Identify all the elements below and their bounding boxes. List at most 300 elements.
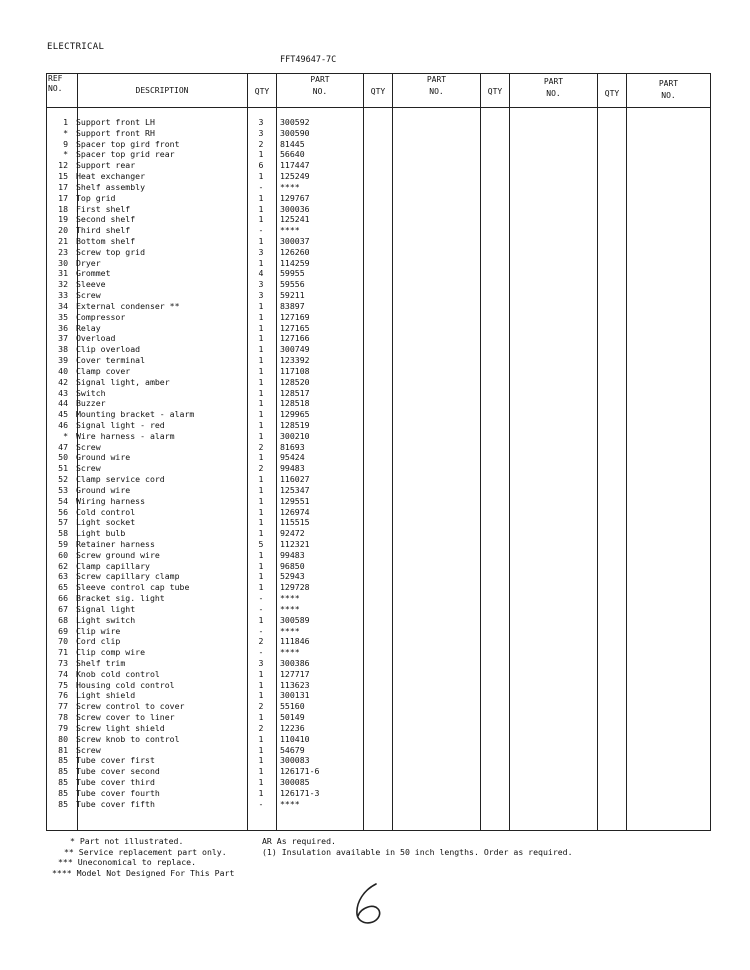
row-description: Buzzer <box>76 398 106 409</box>
row-part-number: 12236 <box>280 722 305 733</box>
table-row <box>46 312 336 323</box>
row-qty: 3 <box>258 246 264 257</box>
row-part-number: 128517 <box>280 387 310 398</box>
row-part-number: 125249 <box>280 171 310 182</box>
row-qty: 6 <box>258 160 264 171</box>
row-part-number: **** <box>280 593 300 604</box>
row-ref: 71 <box>58 647 68 658</box>
row-ref: 12 <box>58 160 68 171</box>
row-part-number: 56640 <box>280 149 305 160</box>
row-part-number: 300592 <box>280 117 310 127</box>
row-qty: 2 <box>258 463 264 474</box>
row-qty: 4 <box>258 268 264 279</box>
table-row <box>46 171 336 182</box>
row-description: Tube cover third <box>76 777 155 788</box>
row-ref: 80 <box>58 733 68 744</box>
row-description: Cord clip <box>76 636 121 647</box>
row-part-number: 54679 <box>280 744 305 755</box>
row-description: Ground wire <box>76 484 131 495</box>
table-row <box>46 550 336 561</box>
row-qty: - <box>258 625 264 636</box>
table-row <box>46 442 336 453</box>
section-title: ELECTRICAL <box>47 42 105 52</box>
row-ref: 40 <box>58 365 68 376</box>
row-qty: 1 <box>258 365 264 376</box>
row-part-number: 300131 <box>280 690 310 701</box>
row-qty: - <box>258 225 264 236</box>
row-description: Relay <box>76 322 101 333</box>
row-description: Shelf trim <box>76 658 126 668</box>
row-part-number: **** <box>280 181 300 192</box>
col-qty-header: QTY <box>487 87 503 96</box>
row-part-number: 50149 <box>280 712 305 723</box>
row-description: Light shield <box>76 690 136 701</box>
row-ref: 66 <box>58 593 68 604</box>
row-qty: 1 <box>258 733 264 744</box>
row-ref: 75 <box>58 679 68 690</box>
row-qty: 1 <box>258 787 264 798</box>
row-description: Cold control <box>76 506 136 517</box>
table-row <box>46 290 336 301</box>
row-qty: 1 <box>258 171 264 182</box>
row-qty: 2 <box>258 701 264 712</box>
row-qty: 1 <box>258 149 264 160</box>
header-rule <box>46 107 711 108</box>
row-part-number: 128520 <box>280 376 310 387</box>
row-ref: 57 <box>58 517 68 528</box>
row-part-number: 99483 <box>280 463 305 474</box>
row-part-number: 126171-3 <box>280 787 320 798</box>
row-description: Shelf assembly <box>76 181 146 192</box>
row-qty: 1 <box>258 712 264 723</box>
row-description: Support front LH <box>76 117 155 127</box>
row-qty: - <box>258 798 264 809</box>
table-row <box>46 225 336 236</box>
row-description: Switch <box>76 387 106 398</box>
row-qty: 2 <box>258 722 264 733</box>
table-row <box>46 571 336 582</box>
row-part-number: **** <box>280 625 300 636</box>
row-ref: 68 <box>58 614 68 625</box>
row-ref: 73 <box>58 658 68 668</box>
row-part-number: 128518 <box>280 398 310 409</box>
row-ref: 63 <box>58 571 68 582</box>
row-qty: - <box>258 603 264 614</box>
row-ref: 36 <box>58 322 68 333</box>
row-part-number: 59955 <box>280 268 305 279</box>
table-row <box>46 420 336 431</box>
row-description: Overload <box>76 333 116 344</box>
row-ref: 65 <box>58 582 68 593</box>
row-ref: 85 <box>58 798 68 809</box>
row-qty: 1 <box>258 495 264 506</box>
row-ref: 42 <box>58 376 68 387</box>
table-row <box>46 431 336 442</box>
row-part-number: 125347 <box>280 484 310 495</box>
row-description: Wiring harness <box>76 495 146 506</box>
row-part-number: 300749 <box>280 344 310 355</box>
row-description: Light switch <box>76 614 136 625</box>
row-part-number: 128519 <box>280 419 310 430</box>
table-row <box>46 452 336 463</box>
row-qty: 1 <box>258 203 264 214</box>
table-row <box>46 788 336 799</box>
row-ref: 51 <box>58 463 68 474</box>
row-qty: 1 <box>258 300 264 311</box>
row-qty: 3 <box>258 290 264 301</box>
row-ref: 18 <box>58 203 68 214</box>
page-number <box>350 880 390 932</box>
table-row <box>46 755 336 766</box>
row-description: Clamp cover <box>76 365 131 376</box>
row-part-number: 127166 <box>280 333 310 344</box>
row-description: Screw <box>76 441 101 452</box>
row-description: Screw cover to liner <box>76 712 175 723</box>
row-part-number: 113623 <box>280 679 310 690</box>
row-description: Clip overload <box>76 344 141 355</box>
row-ref: 46 <box>58 419 68 430</box>
table-row <box>46 626 336 637</box>
model-number: FFT49647-7C <box>280 55 337 65</box>
row-part-number: 92472 <box>280 528 305 539</box>
row-description: Screw control to cover <box>76 701 185 712</box>
row-description: Heat exchanger <box>76 171 146 182</box>
row-part-number: 52943 <box>280 571 305 582</box>
row-qty: 2 <box>258 441 264 452</box>
row-description: Light bulb <box>76 528 126 539</box>
table-row <box>46 463 336 474</box>
row-part-number: 123392 <box>280 355 310 366</box>
table-row <box>46 561 336 572</box>
row-part-number: 125241 <box>280 214 310 225</box>
row-ref: 30 <box>58 257 68 268</box>
table-row <box>46 139 336 150</box>
row-qty: 1 <box>258 679 264 690</box>
row-description: Clamp capillary <box>76 560 150 571</box>
row-description: Tube cover second <box>76 766 160 777</box>
row-ref: 20 <box>58 225 68 236</box>
row-qty: 3 <box>258 658 264 668</box>
table-row <box>46 593 336 604</box>
row-qty: 1 <box>258 560 264 571</box>
table-row <box>46 474 336 485</box>
row-part-number: 300085 <box>280 777 310 788</box>
row-part-number: 300386 <box>280 658 310 668</box>
col-ref-header: REF NO. <box>48 74 63 93</box>
table-row <box>46 333 336 344</box>
row-ref: 69 <box>58 625 68 636</box>
col-part-header: PART NO. <box>543 77 564 98</box>
row-description: Knob cold control <box>76 668 160 679</box>
row-ref: 21 <box>58 236 68 247</box>
row-description: Screw light shield <box>76 722 165 733</box>
bottom-rule <box>46 830 711 831</box>
row-qty: 1 <box>258 571 264 582</box>
row-description: Housing cold control <box>76 679 175 690</box>
row-part-number: 300589 <box>280 614 310 625</box>
legend-item: ** Service replacement part only. <box>64 846 227 857</box>
row-part-number: 95424 <box>280 452 305 463</box>
row-part-number: 83897 <box>280 300 305 311</box>
table-row <box>46 636 336 647</box>
row-qty: 1 <box>258 236 264 247</box>
row-qty: 1 <box>258 344 264 355</box>
row-ref: 79 <box>58 722 68 733</box>
row-qty: 1 <box>258 214 264 225</box>
row-part-number: 129767 <box>280 192 310 203</box>
table-row <box>46 690 336 701</box>
row-part-number: 59556 <box>280 279 305 290</box>
row-part-number: **** <box>280 603 300 614</box>
row-qty: - <box>258 181 264 192</box>
row-qty: 5 <box>258 538 264 549</box>
row-description: First shelf <box>76 203 131 214</box>
row-part-number: 129728 <box>280 582 310 593</box>
row-description: Spacer top grid rear <box>76 149 175 160</box>
table-row <box>46 247 336 258</box>
row-description: External condenser ** <box>76 300 180 311</box>
table-row <box>46 680 336 691</box>
row-description: Screw <box>76 744 101 755</box>
row-description: Retainer harness <box>76 538 155 549</box>
row-description: Dryer <box>76 257 101 268</box>
table-row <box>46 193 336 204</box>
table-row <box>46 344 336 355</box>
col-part-header: PART NO. <box>426 75 447 96</box>
row-ref: 60 <box>58 549 68 560</box>
table-row <box>46 160 336 171</box>
row-ref: 32 <box>58 279 68 290</box>
row-qty: 1 <box>258 517 264 528</box>
table-row <box>46 734 336 745</box>
row-qty: 1 <box>258 192 264 203</box>
row-qty: 1 <box>258 777 264 788</box>
row-ref: 77 <box>58 701 68 712</box>
row-ref: 76 <box>58 690 68 701</box>
row-description: Wire harness - alarm <box>76 430 175 441</box>
table-row <box>46 485 336 496</box>
row-qty: 1 <box>258 755 264 766</box>
row-ref: 59 <box>58 538 68 549</box>
row-part-number: **** <box>280 798 300 809</box>
row-part-number: 127169 <box>280 311 310 322</box>
table-row <box>46 539 336 550</box>
row-qty: 1 <box>258 322 264 333</box>
row-qty: 1 <box>258 257 264 268</box>
table-row <box>46 799 336 810</box>
row-qty: 1 <box>258 766 264 777</box>
row-part-number: 117108 <box>280 365 310 376</box>
row-part-number: 129965 <box>280 409 310 420</box>
handwritten-page-number <box>350 880 390 928</box>
row-description: Third shelf <box>76 225 131 236</box>
row-qty: 3 <box>258 279 264 290</box>
row-qty: 2 <box>258 138 264 149</box>
row-ref: 44 <box>58 398 68 409</box>
col-divider <box>626 73 627 830</box>
row-qty: 1 <box>258 333 264 344</box>
row-part-number: 117447 <box>280 160 310 171</box>
row-qty: 1 <box>258 452 264 463</box>
table-row <box>46 517 336 528</box>
row-description: Support rear <box>76 160 136 171</box>
col-divider <box>509 73 510 830</box>
row-part-number: 127165 <box>280 322 310 333</box>
table-row <box>46 712 336 723</box>
row-part-number: **** <box>280 225 300 236</box>
table-row <box>46 204 336 215</box>
row-ref: 81 <box>58 744 68 755</box>
row-ref: 85 <box>58 787 68 798</box>
col-divider <box>392 73 393 830</box>
row-description: Compressor <box>76 311 126 322</box>
footnote: (1) Insulation available in 50 inch lengths. Order as required. <box>262 846 573 857</box>
table-row <box>46 658 336 669</box>
row-description: Cover terminal <box>76 355 146 366</box>
footnote: AR As required. <box>262 836 336 846</box>
row-ref: * <box>63 127 68 138</box>
row-ref: 67 <box>58 603 68 614</box>
row-ref: 74 <box>58 668 68 679</box>
row-part-number: 126974 <box>280 506 310 517</box>
row-qty: 1 <box>258 409 264 420</box>
row-part-number: 300037 <box>280 236 310 247</box>
row-description: Signal light - red <box>76 419 165 430</box>
table-row <box>46 745 336 756</box>
table-row <box>46 604 336 615</box>
col-qty-header: QTY <box>604 89 620 98</box>
col-description-header: DESCRIPTION <box>135 86 189 95</box>
row-part-number: 300083 <box>280 755 310 766</box>
row-part-number: 116027 <box>280 474 310 485</box>
table-row <box>46 355 336 366</box>
row-qty: 1 <box>258 430 264 441</box>
row-ref: 37 <box>58 333 68 344</box>
table-row <box>46 582 336 593</box>
row-description: Tube cover fifth <box>76 798 155 809</box>
row-qty: - <box>258 647 264 658</box>
table-row <box>46 766 336 777</box>
row-ref: * <box>63 149 68 160</box>
table-row <box>46 182 336 193</box>
row-description: Screw capillary clamp <box>76 571 180 582</box>
row-description: Sleeve control cap tube <box>76 582 190 593</box>
table-row <box>46 279 336 290</box>
legend-notes <box>52 836 234 878</box>
table-row <box>46 701 336 712</box>
row-qty: 1 <box>258 387 264 398</box>
row-ref: 52 <box>58 474 68 485</box>
row-qty: 1 <box>258 528 264 539</box>
table-row <box>46 669 336 680</box>
col-qty-header: QTY <box>254 87 270 96</box>
row-description: Bracket sig. light <box>76 593 165 604</box>
table-row <box>46 496 336 507</box>
table-row <box>46 647 336 658</box>
row-qty: 1 <box>258 549 264 560</box>
row-ref: 33 <box>58 290 68 301</box>
row-qty: - <box>258 593 264 604</box>
table-row <box>46 615 336 626</box>
col-divider <box>710 73 711 830</box>
legend-item: * Part not illustrated. <box>70 836 184 846</box>
row-part-number: 127717 <box>280 668 310 679</box>
table-row <box>46 214 336 225</box>
row-ref: 53 <box>58 484 68 495</box>
row-part-number: 300036 <box>280 203 310 214</box>
row-description: Top grid <box>76 192 116 203</box>
row-part-number: 126260 <box>280 246 310 257</box>
row-ref: 85 <box>58 777 68 788</box>
table-row <box>46 366 336 377</box>
row-ref: 39 <box>58 355 68 366</box>
row-ref: 38 <box>58 344 68 355</box>
table-row <box>46 507 336 518</box>
row-qty: 1 <box>258 506 264 517</box>
row-part-number: 129551 <box>280 495 310 506</box>
row-description: Tube cover fourth <box>76 787 160 798</box>
row-description: Screw <box>76 463 101 474</box>
row-ref: 54 <box>58 495 68 506</box>
col-divider <box>480 73 481 830</box>
row-part-number: 111846 <box>280 636 310 647</box>
table-row <box>46 117 336 128</box>
row-ref: 35 <box>58 311 68 322</box>
row-ref: 23 <box>58 246 68 257</box>
row-part-number: 112321 <box>280 538 310 549</box>
row-description: Second shelf <box>76 214 136 225</box>
col-divider <box>597 73 598 830</box>
row-description: Support front RH <box>76 127 155 138</box>
row-ref: 43 <box>58 387 68 398</box>
row-qty: 1 <box>258 376 264 387</box>
row-ref: 19 <box>58 214 68 225</box>
row-description: Signal light <box>76 603 136 614</box>
footnotes <box>262 836 573 857</box>
row-ref: 50 <box>58 452 68 463</box>
row-qty: 1 <box>258 484 264 495</box>
col-part-header: PART NO. <box>658 79 679 100</box>
row-part-number: 55160 <box>280 701 305 712</box>
row-description: Mounting bracket - alarm <box>76 409 195 420</box>
row-qty: 1 <box>258 398 264 409</box>
row-qty: 1 <box>258 419 264 430</box>
row-part-number: 81445 <box>280 138 305 149</box>
row-part-number: 59211 <box>280 290 305 301</box>
row-description: Signal light, amber <box>76 376 170 387</box>
col-part-header: PART NO. <box>310 75 330 96</box>
table-row <box>46 258 336 269</box>
row-qty: 1 <box>258 668 264 679</box>
table-row <box>46 236 336 247</box>
table-row <box>46 723 336 734</box>
table-row <box>46 398 336 409</box>
row-description: Screw knob to control <box>76 733 180 744</box>
row-ref: 45 <box>58 409 68 420</box>
table-row <box>46 128 336 139</box>
row-ref: 62 <box>58 560 68 571</box>
row-ref: 85 <box>58 766 68 777</box>
row-ref: 58 <box>58 528 68 539</box>
row-ref: 31 <box>58 268 68 279</box>
row-ref: 70 <box>58 636 68 647</box>
row-part-number: 114259 <box>280 257 310 268</box>
row-part-number: 300210 <box>280 430 310 441</box>
table-row <box>46 301 336 312</box>
row-description: Spacer top gird front <box>76 138 180 149</box>
row-description: Screw ground wire <box>76 549 160 560</box>
row-description: Clamp service cord <box>76 474 165 485</box>
